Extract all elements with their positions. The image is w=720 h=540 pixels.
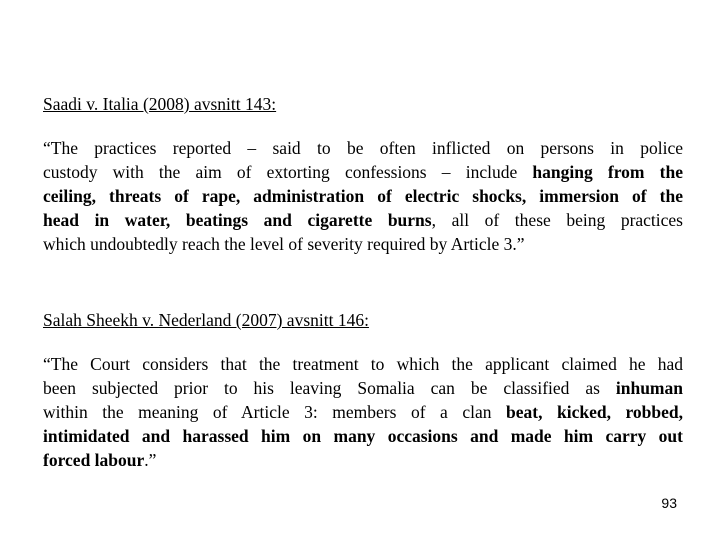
quote-line: “The practices reported – said to be often inflicted on persons in police [43,138,683,158]
quote-line: within the meaning of Article 3: members of a clan beat, kicked, robbed, [43,402,684,422]
quote-line: forced labour.” [43,450,157,470]
case-salah-sheekh-block [43,308,683,472]
quote-line: ceiling, threats of rape, administration of electric shocks, immersion of the [43,186,683,206]
quote-line: custody with the aim of extorting confessions – include hanging from the [43,162,683,182]
quote-line: “The Court considers that the treatment to which the applicant claimed he had [43,354,683,374]
page-number: 93 [661,495,677,511]
quote-line: head in water, beatings and cigarette burns, all of these being practices [43,210,683,230]
case-quote [43,352,683,472]
case-heading: Salah Sheekh v. Nederland (2007) avsnitt 146: [43,310,369,330]
quote-line: been subjected prior to his leaving Somalia can be classified as inhuman [43,378,683,398]
case-saadi-block [43,92,683,256]
quote-line: which undoubtedly reach the level of severity required by Article 3.” [43,234,525,254]
case-quote [43,136,683,256]
quote-line: intimidated and harassed him on many occasions and made him carry out [43,426,683,446]
case-heading: Saadi v. Italia (2008) avsnitt 143: [43,94,277,114]
